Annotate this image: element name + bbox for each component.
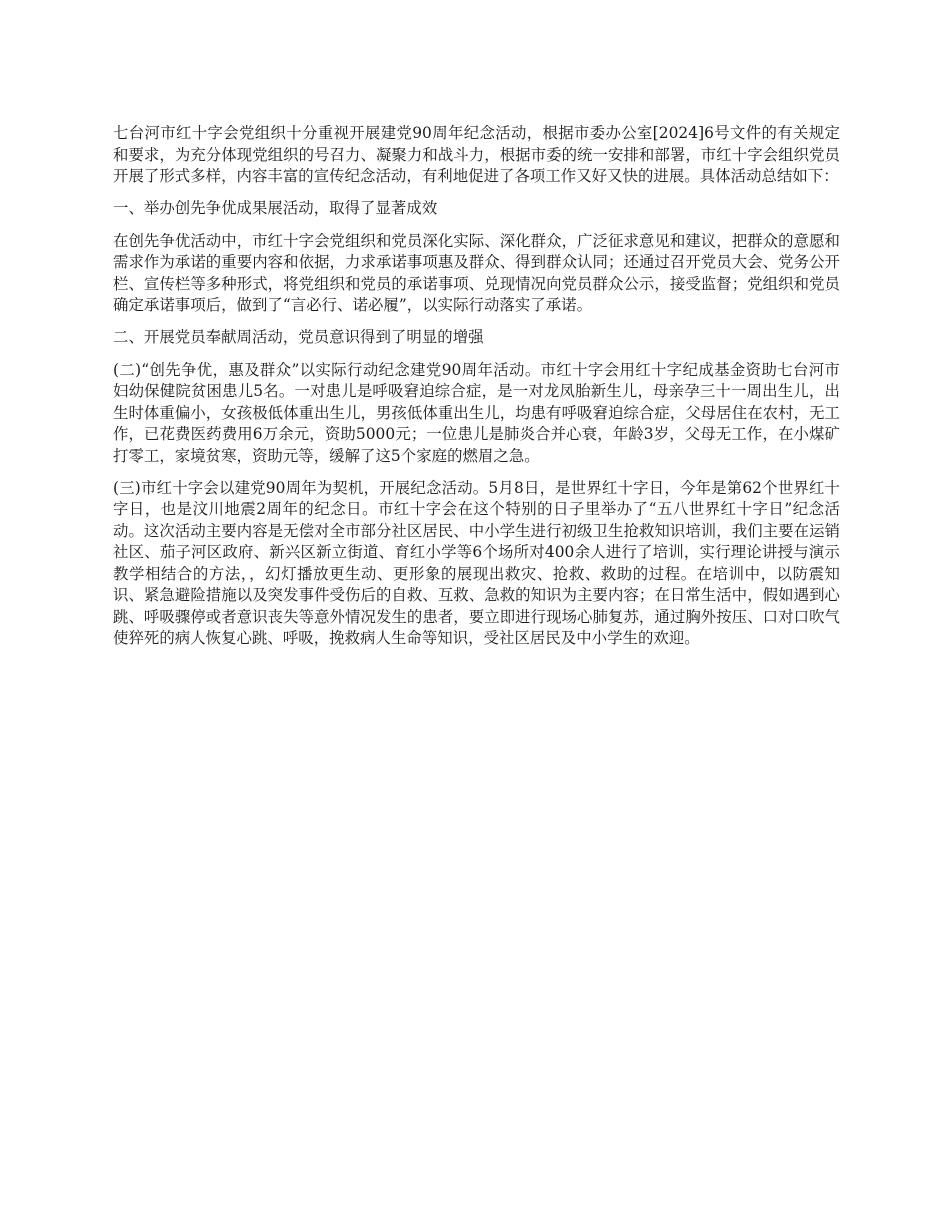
section-heading-1: 一、举办创先争优成果展活动，取得了显著成效	[113, 199, 438, 217]
section-1-paragraph: 在创先争优活动中，市红十字会党组织和党员深化实际、深化群众，广泛征求意见和建议，把群众的意愿和需求作为承诺的重要内容和依据，力求承诺事项惠及群众、得到群众认同；还通过召开党员大会、党务公开栏、宣传栏等多种形式，将党组织和党员的承诺事项、兑现情况向党员群众公示，接受监督；党组织和党员确定承诺事项后，做到了“言必行、诺必履”，以实际行动落实了承诺。	[113, 231, 840, 314]
item-2-paragraph: (二)“创先争优，惠及群众”以实际行动纪念建党90周年活动。市红十字会用红十字纪成基金资助七台河市妇幼保健院贫困患儿5名。一对患儿是呼吸窘迫综合症，是一对龙凤胎新生儿，母亲孕三十一周出生儿，出生时体重偏小，女孩极低体重出生儿，男孩低体重出生儿，均患有呼吸窘迫综合症，父母居住在农村，无工作，已花费医药费用6万余元，资助5000元；一位患儿是肺炎合并心衰，年龄3岁，父母无工作，在小煤矿打零工，家境贫寒，资助元等，缓解了这5个家庭的燃眉之急。	[113, 360, 840, 465]
document-body	[113, 123, 840, 660]
section-heading-2: 二、开展党员奉献周活动，党员意识得到了明显的增强	[113, 328, 484, 346]
item-3-paragraph: (三)市红十字会以建党90周年为契机，开展纪念活动。5月8日，是世界红十字日，今年是第62个世界红十字日，也是汶川地震2周年的纪念日。市红十字会在这个特别的日子里举办了“五八世界红十字日”纪念活动。这次活动主要内容是无偿对全市部分社区居民、中小学生进行初级卫生抢救知识培训，我们主要在运销社区、茄子河区政府、新兴区新立街道、育红小学等6个场所对400余人进行了培训，实行理论讲授与演示教学相结合的方法，，幻灯播放更生动、更形象的展现出救灾、抢救、救助的过程。在培训中，以防震知识、紧急避险措施以及突发事件受伤后的自救、互救、急救的知识为主要内容；在日常生活中，假如遇到心跳、呼吸骤停或者意识丧失等意外情况发生的患者，要立即进行现场心肺复苏，通过胸外按压、口对口吹气使猝死的病人恢复心跳、呼吸，挽救病人生命等知识，受社区居民及中小学生的欢迎。	[113, 478, 840, 647]
intro-paragraph: 七台河市红十字会党组织十分重视开展建党90周年纪念活动，根据市委办公室[2024]6号文件的有关规定和要求，为充分体现党组织的号召力、凝聚力和战斗力，根据市委的统一安排和部署，市红十字会组织党员开展了形式多样，内容丰富的宣传纪念活动，有利地促进了各项工作又好又快的进展。具体活动总结如下：	[113, 124, 840, 185]
